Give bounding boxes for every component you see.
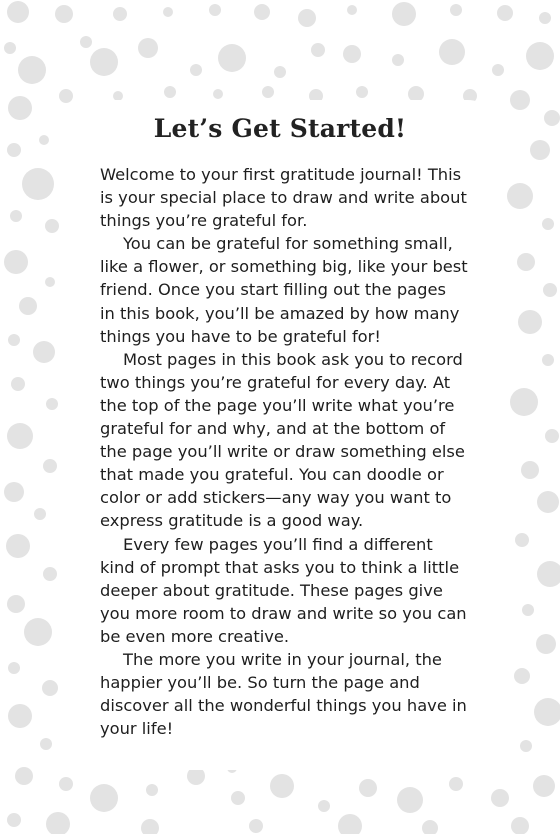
polka-dot [33, 341, 55, 363]
paragraph-4 [100, 533, 490, 648]
polka-dot [543, 283, 557, 297]
polka-dot [34, 508, 46, 520]
polka-dot [536, 634, 556, 654]
body-text [100, 163, 490, 740]
paragraph-1 [100, 163, 490, 232]
text-line: The more you write in your journal, the [123, 649, 442, 669]
polka-dot [518, 310, 542, 334]
text-line: that made you grateful. You can doodle or [100, 465, 444, 485]
text-line: is your special place to draw and write about [100, 188, 467, 208]
polka-dot [141, 819, 159, 834]
text-line: two things you’re grateful for every day. At [100, 372, 451, 392]
polka-dot [311, 43, 325, 57]
text-line: things you’re grateful for. [100, 211, 308, 231]
polka-dot [397, 787, 423, 813]
polka-dot [6, 534, 30, 558]
polka-dot [515, 533, 529, 547]
polka-dot [39, 135, 49, 145]
polka-dot [46, 398, 58, 410]
text-line: Welcome to your first gratitude journal! This [100, 165, 462, 184]
polka-dot [8, 334, 20, 346]
polka-dot [8, 662, 20, 674]
polka-dot [138, 38, 158, 58]
paragraph-2 [100, 232, 490, 347]
polka-dot [19, 297, 37, 315]
polka-dot [8, 704, 32, 728]
polka-dot [492, 64, 504, 76]
polka-dot [59, 89, 73, 103]
polka-dot [18, 56, 46, 84]
polka-dot [544, 110, 560, 126]
text-line: Most pages in this book ask you to record [123, 349, 463, 369]
polka-dot [274, 66, 286, 78]
text-line: the page you’ll write or draw something else [100, 442, 465, 462]
polka-dot [164, 86, 176, 98]
polka-dot [392, 2, 416, 26]
polka-dot [55, 5, 73, 23]
polka-dot [530, 140, 550, 160]
polka-dot [7, 423, 33, 449]
polka-dot [545, 429, 559, 443]
text-line: the top of the page you’ll write what you’re [100, 395, 455, 415]
polka-dot [7, 1, 29, 23]
text-line: grateful for and why, and at the bottom of [100, 419, 446, 439]
polka-dot [392, 54, 404, 66]
polka-dot [45, 219, 59, 233]
text-line: things you have to be grateful for! [100, 326, 381, 346]
polka-dot [514, 668, 530, 684]
polka-dot [22, 168, 54, 200]
polka-dot [163, 7, 173, 17]
text-line: friend. Once you start filling out the pages [100, 280, 446, 300]
polka-dot [439, 39, 465, 65]
polka-dot [4, 482, 24, 502]
text-line: be even more creative. [100, 626, 290, 646]
text-line: in this book, you’ll be amazed by how many [100, 303, 460, 323]
polka-dot [11, 377, 25, 391]
text-line: your life! [100, 719, 174, 739]
text-line: express gratitude is a good way. [100, 511, 364, 531]
polka-dot [511, 817, 529, 834]
polka-dot [46, 812, 70, 834]
polka-dot [42, 680, 58, 696]
polka-dot [43, 567, 57, 581]
polka-dot [7, 813, 21, 827]
polka-dot [4, 42, 16, 54]
polka-dot [520, 740, 532, 752]
polka-dot [24, 618, 52, 646]
polka-dot [146, 784, 158, 796]
paragraph-3 [100, 348, 490, 533]
polka-dot [343, 45, 361, 63]
polka-dot [43, 459, 57, 473]
polka-dot [422, 820, 438, 834]
polka-dot [491, 789, 509, 807]
polka-dot [533, 775, 555, 797]
polka-dot [80, 36, 92, 48]
text-line: discover all the wonderful things you have in [100, 696, 467, 716]
polka-dot [534, 698, 560, 726]
polka-dot [522, 604, 534, 616]
polka-dot [190, 64, 202, 76]
paragraph-5 [100, 648, 490, 740]
polka-dot [517, 253, 535, 271]
polka-dot [356, 86, 368, 98]
text-line: deeper about gratitude. These pages give [100, 580, 443, 600]
polka-dot [539, 12, 551, 24]
polka-dot [338, 814, 362, 834]
text-line: color or add stickers—any way you want to [100, 488, 452, 508]
polka-dot [4, 250, 28, 274]
page-title: Let’s Get Started! [153, 114, 407, 143]
polka-dot [347, 5, 357, 15]
text-line: happier you’ll be. So turn the page and [100, 673, 420, 693]
polka-dot [537, 561, 560, 587]
polka-dot [45, 277, 55, 287]
polka-dot [209, 4, 221, 16]
polka-dot [90, 784, 118, 812]
polka-dot [298, 9, 316, 27]
text-line: You can be grateful for something small, [123, 234, 453, 254]
polka-dot [526, 42, 554, 70]
polka-dot [249, 819, 263, 833]
polka-dot [15, 767, 33, 785]
text-line: you more room to draw and write so you can [100, 603, 467, 623]
text-line: like a flower, or something big, like your best [100, 257, 468, 277]
polka-dot [262, 86, 274, 98]
polka-dot [7, 595, 25, 613]
polka-dot [7, 143, 21, 157]
polka-dot [113, 7, 127, 21]
polka-dot [507, 183, 533, 209]
polka-dot [213, 89, 223, 99]
polka-dot [90, 48, 118, 76]
polka-dot [510, 388, 538, 416]
polka-dot [270, 774, 294, 798]
polka-dot [537, 491, 559, 513]
polka-dot [510, 90, 530, 110]
text-line: kind of prompt that asks you to think a little [100, 557, 460, 577]
polka-dot [218, 44, 246, 72]
polka-dot [8, 96, 32, 120]
polka-dot [542, 218, 554, 230]
text-line: Every few pages you’ll find a different [123, 534, 433, 554]
polka-dot [59, 777, 73, 791]
polka-dot [254, 4, 270, 20]
polka-dot [359, 779, 377, 797]
polka-dot [318, 800, 330, 812]
polka-dot [450, 4, 462, 16]
polka-dot [231, 791, 245, 805]
polka-dot [542, 354, 554, 366]
polka-dot [521, 461, 539, 479]
polka-dot [449, 777, 463, 791]
polka-dot [497, 5, 513, 21]
polka-dot [10, 210, 22, 222]
polka-dot [40, 738, 52, 750]
